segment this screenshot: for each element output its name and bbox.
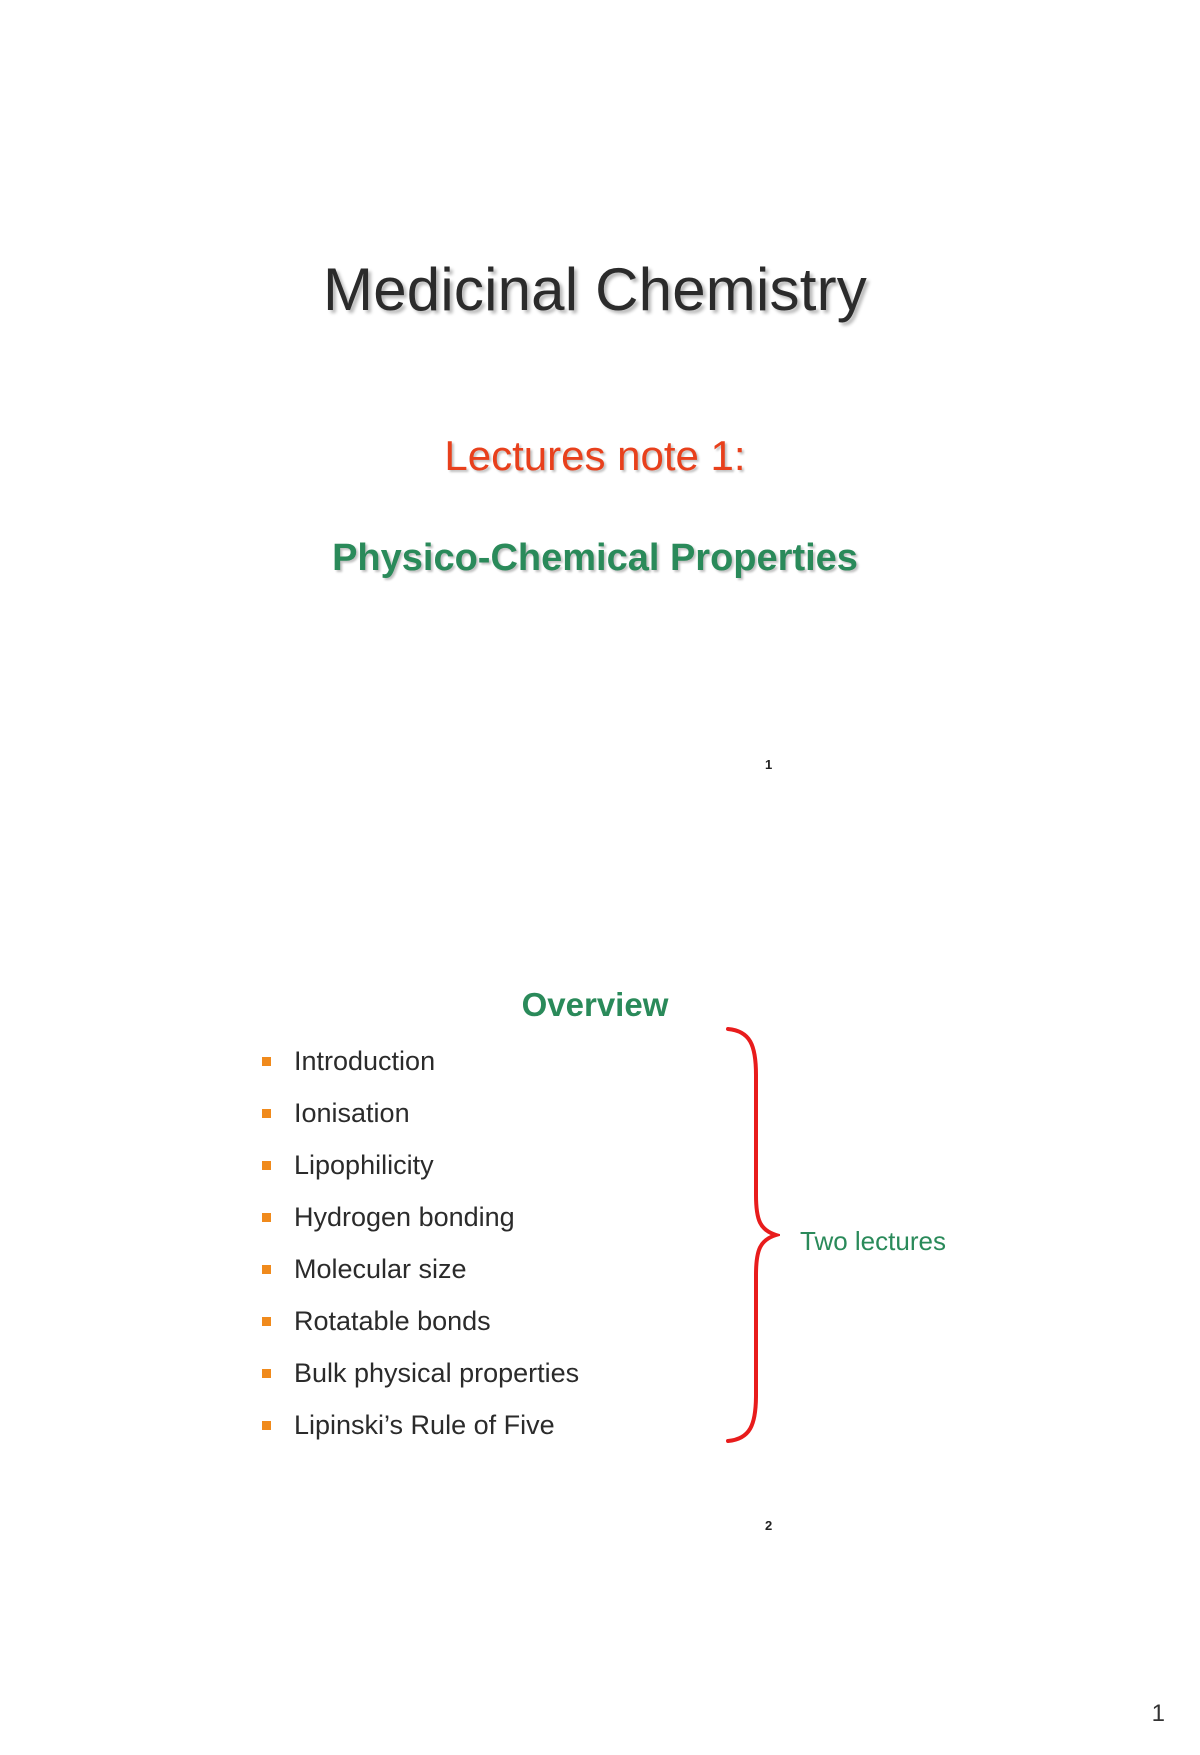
list-item [260,1191,579,1243]
slide-title: Medicinal Chemistry [323,256,867,323]
list-item [260,1087,579,1139]
list-item-label: Ionisation [294,1098,410,1128]
square-bullet-icon [262,1213,271,1222]
square-bullet-icon [262,1421,271,1430]
list-item [260,1139,579,1191]
list-item [260,1399,579,1451]
slide-number: 1 [765,757,773,772]
slide-1 [0,0,1200,800]
lecture-topic: Physico-Chemical Properties [332,537,858,579]
list-item-label: Rotatable bonds [294,1306,491,1336]
slide-2 [0,800,1200,1580]
overview-list [260,1035,579,1451]
list-item [260,1295,579,1347]
square-bullet-icon [262,1317,271,1326]
list-item [260,1243,579,1295]
slide-number: 2 [765,1518,773,1533]
page-number: 1 [1151,1700,1165,1727]
list-item-label: Lipinski’s Rule of Five [294,1410,555,1440]
lecture-subtitle: Lectures note 1: [444,432,746,479]
square-bullet-icon [262,1265,271,1274]
list-item-label: Molecular size [294,1254,467,1284]
square-bullet-icon [262,1109,271,1118]
list-item-label: Introduction [294,1046,436,1076]
list-item [260,1035,579,1087]
curly-brace-icon [720,1025,780,1445]
list-item-label: Hydrogen bonding [294,1202,515,1232]
brace-label: Two lectures [800,1226,946,1256]
square-bullet-icon [262,1161,271,1170]
overview-heading: Overview [521,986,669,1023]
list-item [260,1347,579,1399]
list-item-label: Bulk physical properties [294,1358,580,1388]
square-bullet-icon [262,1369,271,1378]
list-item-label: Lipophilicity [294,1150,434,1180]
square-bullet-icon [262,1057,271,1066]
